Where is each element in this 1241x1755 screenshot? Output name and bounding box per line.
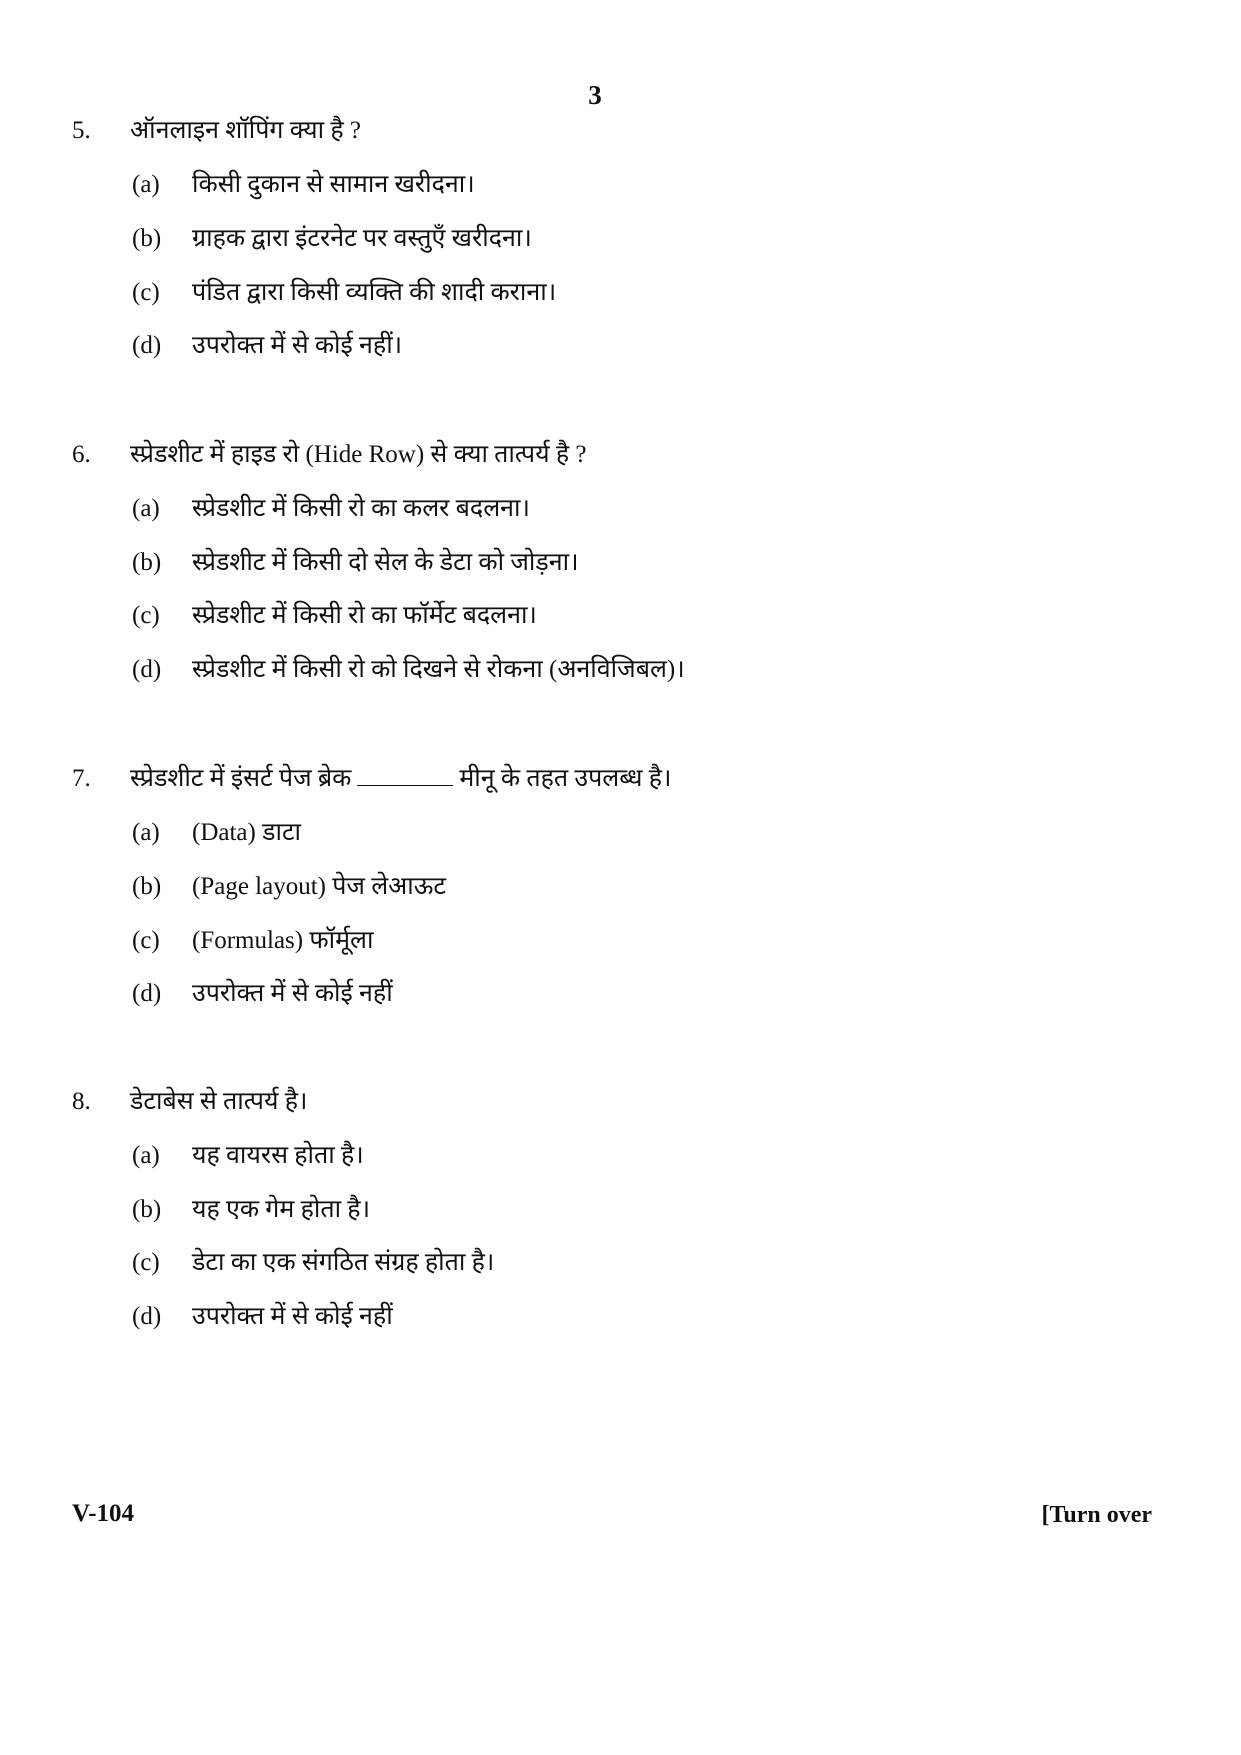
option-label: (d) <box>132 656 162 683</box>
option-item <box>0 275 1241 311</box>
option-item <box>0 869 1241 905</box>
question-text: ऑनलाइन शॉपिंग क्या है ? <box>130 117 361 144</box>
option-label: (c) <box>132 927 160 954</box>
question-text <box>130 761 671 797</box>
option-item <box>0 491 1241 527</box>
option-text: स्प्रेडशीट में किसी रो का कलर बदलना। <box>192 495 530 522</box>
option-item <box>0 1245 1241 1281</box>
option-label: (a) <box>132 495 160 522</box>
option-text: उपरोक्त में से कोई नहीं <box>192 980 393 1007</box>
turn-over-note: [Turn over <box>1041 1502 1152 1528</box>
option-label: (a) <box>132 1142 160 1169</box>
option-label: (b) <box>132 873 162 900</box>
option-label: (c) <box>132 602 160 629</box>
option-text: (Data) डाटा <box>192 819 302 846</box>
question-number: 8. <box>72 1088 91 1115</box>
option-text: (Formulas) फॉर्मूला <box>192 927 374 954</box>
option-label: (b) <box>132 549 162 576</box>
option-item <box>0 1138 1241 1174</box>
paper-code: V-104 <box>72 1500 135 1527</box>
option-text: यह एक गेम होता है। <box>192 1196 371 1223</box>
question-number: 6. <box>72 441 91 468</box>
option-item <box>0 598 1241 634</box>
option-text: (Page layout) पेज लेआऊट <box>192 873 446 900</box>
option-text: पंडित द्वारा किसी व्यक्ति की शादी कराना। <box>192 279 557 306</box>
option-item <box>0 815 1241 851</box>
option-label: (b) <box>132 1196 162 1223</box>
option-item <box>0 976 1241 1012</box>
option-text: स्प्रेडशीट में किसी रो को दिखने से रोकना (अनविजिबल)। <box>192 656 685 683</box>
question-text-end: मीनू के तहत उपलब्ध है। <box>459 765 672 792</box>
option-item <box>0 545 1241 581</box>
option-item <box>0 167 1241 203</box>
option-text: उपरोक्त में से कोई नहीं। <box>192 332 403 359</box>
option-label: (c) <box>132 1249 160 1276</box>
option-item <box>0 221 1241 257</box>
option-label: (a) <box>132 819 160 846</box>
question-number: 5. <box>72 117 91 144</box>
option-label: (b) <box>132 225 162 252</box>
option-label: (c) <box>132 279 160 306</box>
option-item <box>0 1299 1241 1335</box>
option-text: ग्राहक द्वारा इंटरनेट पर वस्तुएँ खरीदना। <box>192 225 532 252</box>
question-number: 7. <box>72 765 91 792</box>
option-label: (a) <box>132 171 160 198</box>
option-text: डेटा का एक संगठित संग्रह होता है। <box>192 1249 495 1276</box>
option-item <box>0 923 1241 959</box>
option-label: (d) <box>132 980 162 1007</box>
option-item <box>0 1192 1241 1228</box>
option-text: स्प्रेडशीट में किसी दो सेल के डेटा को जोड़ना। <box>192 549 579 576</box>
option-label: (d) <box>132 1303 162 1330</box>
option-text: किसी दुकान से सामान खरीदना। <box>192 171 475 198</box>
option-item <box>0 328 1241 364</box>
option-text: उपरोक्त में से कोई नहीं <box>192 1303 393 1330</box>
option-item <box>0 652 1241 688</box>
option-text: यह वायरस होता है। <box>192 1142 364 1169</box>
fill-in-blank <box>357 765 453 786</box>
option-text: स्प्रेडशीट में किसी रो का फॉर्मेट बदलना। <box>192 602 537 629</box>
option-label: (d) <box>132 332 162 359</box>
page-number: 3 <box>588 80 602 110</box>
question-text: स्प्रेडशीट में हाइड रो (Hide Row) से क्या तात्पर्य है ? <box>130 441 587 468</box>
question-text: डेटाबेस से तात्पर्य है। <box>130 1088 308 1115</box>
question-text-start: स्प्रेडशीट में इंसर्ट पेज ब्रेक <box>130 765 352 792</box>
